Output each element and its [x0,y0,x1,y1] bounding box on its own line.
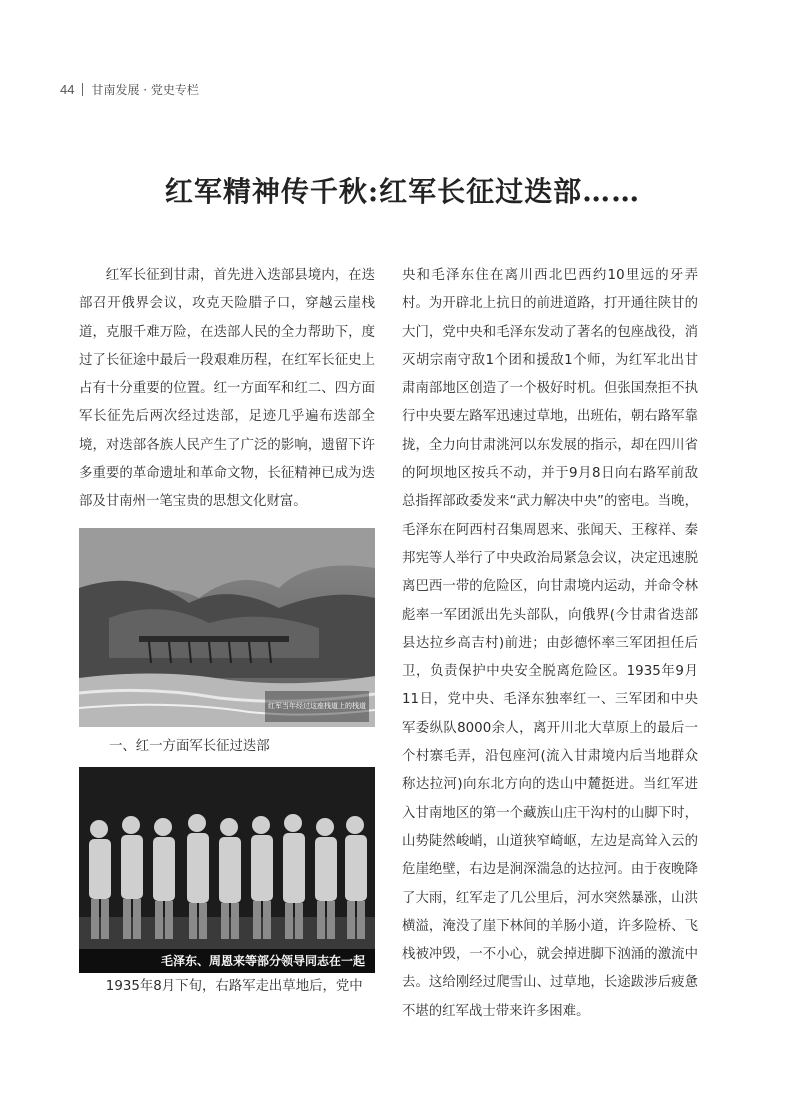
paragraph-continued: 央和毛泽东住在离川西北巴西约10里远的牙弄村。为开辟北上抗日的前进道路，打开通往陕甘的大门，党中央和毛泽东发动了著名的包座战役，消灭胡宗南守敌1个团和援敌1个师，为红军北出甘肃南部地区创造了一个极好时机。但张国焘拒不执行中央要左路军迅速过草地，出班佑，朝右路军靠拢，全力向甘肃洮河以东发展的指示，却在四川省的阿坝地区按兵不动，并于9月8日向右路军前敌总指挥部政委发来“武力解决中央”的密电。当晚，毛泽东在阿西村召集周恩来、张闻天、王稼祥、秦邦宪等人举行了中央政治局紧急会议，决定迅速脱离巴西一带的危险区，向甘肃境内运动，并命令林彪率一军团派出先头部队，向俄界(今甘肃省迭部县达拉乡高吉村)前进；由彭德怀率三军团担任后卫，负责保护中央安全脱离危险区。1935年9月11日，党中央、毛泽东独率红一、三军团和中央军委纵队8000余人，离开川北大草原上的最后一个村寨毛弄，沿包座河(流入甘肃境内后当地群众称达拉河)向东北方向的迭山中麓挺进。当红军进入甘南地区的第一个藏族山庄干沟村的山脚下时，山势陡然峻峭，山道狭窄崎岖，左边是高耸入云的危崖绝壁，右边是涧深湍急的达拉河。由于夜晚降了大雨，红军走了几公里后，河水突然暴涨，山洪横溢，淹没了崖下林间的羊肠小道，许多险桥、飞栈被冲毁，一不小心，就会掉进脚下汹涌的激流中去。这给刚经过爬雪山、过草地，长途跋涉后疲惫不堪的红军战士带来许多困难。 [402,268,698,1019]
page-header [60,80,199,98]
cliff-plank-road-photo [79,528,375,727]
leaders-group-photo [79,767,375,973]
photo1-caption: 红军当年经过这座栈道上的栈道 [265,691,369,721]
section-heading: 一、红一方面军长征过迭部 [109,738,270,754]
article-title: 红军精神传千秋:红军长征过迭部…… [164,175,641,208]
right-column [402,262,698,1026]
leaders-group-image [79,767,375,973]
header-divider [82,83,83,96]
intro-paragraph: 红军长征到甘肃，首先进入迭部县境内，在迭部召开俄界会议，攻克天险腊子口，穿越云崖栈道，克服千难万险，在迭部人民的全力帮助下，度过了长征途中最后一段艰难历程，在红军长征史上占有十分重要的位置。红一方面军和红二、四方面军长征先后两次经过迭部，足迹几乎遍布迭部全境，对迭部各族人民产生了广泛的影响，遗留下许多重要的革命遗址和革命文物，长征精神已成为迭部及甘南州一笔宝贵的思想文化财富。 [79,268,375,510]
page-number: 44 [60,81,75,97]
section-name: 甘南发展 · 党史专栏 [91,82,199,97]
paragraph-start: 1935年8月下旬，右路军走出草地后，党中 [105,978,363,994]
left-column [79,262,375,1001]
photo2-caption: 毛泽东、周恩来等部分领导同志在一起 [79,949,375,973]
